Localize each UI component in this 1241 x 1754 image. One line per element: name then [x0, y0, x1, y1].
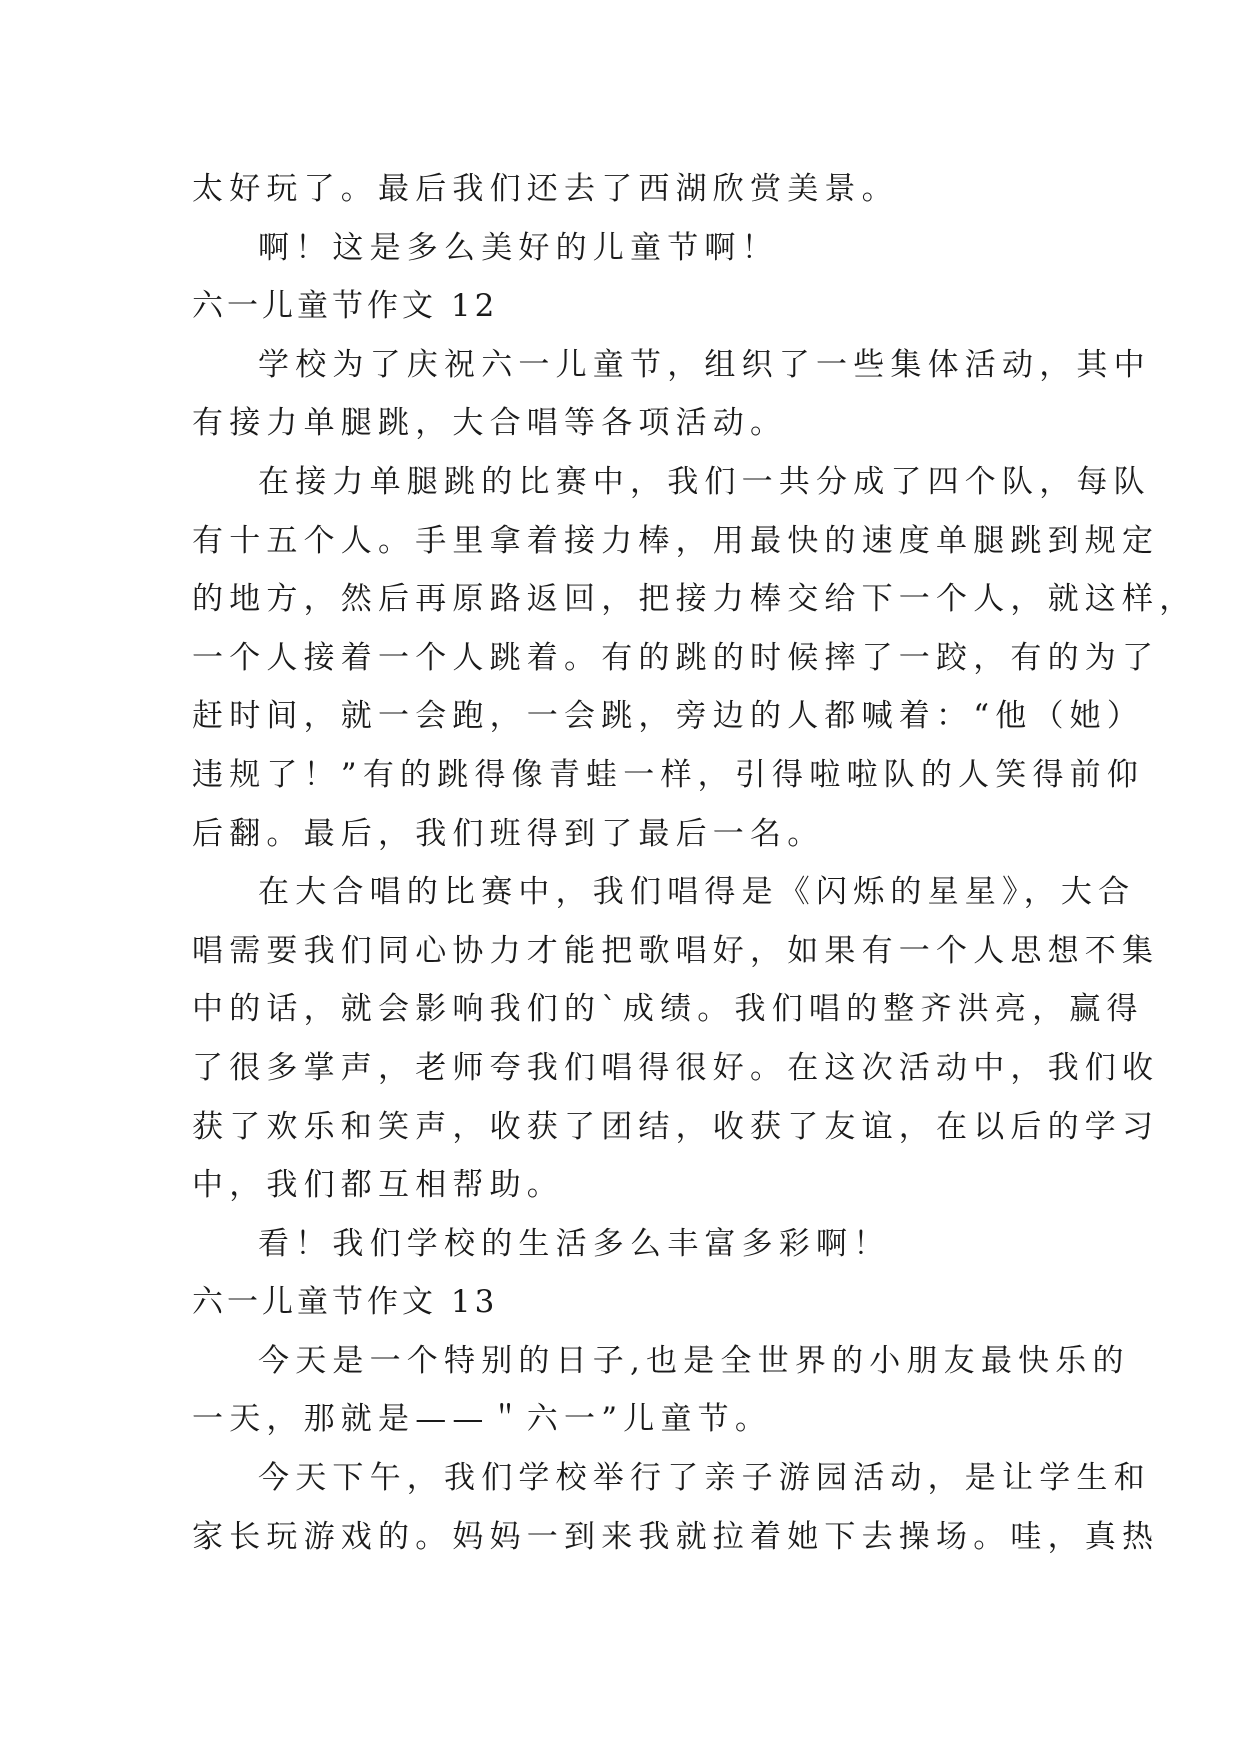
text-line: 有接力单腿跳，大合唱等各项活动。 [192, 405, 788, 442]
section-heading: 六一儿童节作文 13 [192, 1284, 499, 1321]
text-line: 家长玩游戏的。妈妈一到来我就拉着她下去操场。哇，真热 [192, 1518, 1160, 1555]
section-heading: 六一儿童节作文 12 [192, 288, 499, 325]
text-line: 了很多掌声，老师夸我们唱得很好。在这次活动中，我们收 [192, 1049, 1160, 1086]
text-line: 赶时间，就一会跑，一会跳，旁边的人都喊着：“他（她） [192, 698, 1145, 735]
text-line: 违规了！”有的跳得像青蛙一样，引得啦啦队的人笑得前仰 [192, 756, 1145, 793]
text-line: 一天，那就是——＂六一”儿童节。 [192, 1401, 773, 1438]
text-line: 看！我们学校的生活多么丰富多彩啊！ [258, 1225, 891, 1262]
text-line: 唱需要我们同心协力才能把歌唱好，如果有一个人思想不集 [192, 932, 1160, 969]
text-line: 有十五个人。手里拿着接力棒，用最快的速度单腿跳到规定 [192, 522, 1160, 559]
text-line: 今天下午，我们学校举行了亲子游园活动，是让学生和 [258, 1460, 1151, 1497]
document-page [192, 160, 1197, 1566]
text-line: 今天是一个特别的日子,也是全世界的小朋友最快乐的 [258, 1342, 1130, 1379]
text-line: 太好玩了。最后我们还去了西湖欣赏美景。 [192, 171, 899, 207]
text-line: 的地方，然后再原路返回，把接力棒交给下一个人，就这样， [192, 581, 1197, 618]
text-line: 中的话，就会影响我们的`成绩。我们唱的整齐洪亮，赢得 [192, 991, 1144, 1028]
text-line: 在大合唱的比赛中，我们唱得是《闪烁的星星》，大合 [258, 874, 1136, 911]
text-line: 一个人接着一个人跳着。有的跳的时候摔了一跤，有的为了 [192, 639, 1160, 676]
text-line: 学校为了庆祝六一儿童节，组织了一些集体活动，其中 [258, 346, 1151, 383]
text-line: 啊！这是多么美好的儿童节啊！ [258, 229, 779, 266]
text-line: 在接力单腿跳的比赛中，我们一共分成了四个队，每队 [258, 463, 1151, 500]
text-line: 后翻。最后，我们班得到了最后一名。 [192, 815, 825, 852]
text-line: 获了欢乐和笑声，收获了团结，收获了友谊，在以后的学习 [192, 1108, 1160, 1145]
text-line: 中，我们都互相帮助。 [192, 1167, 564, 1204]
